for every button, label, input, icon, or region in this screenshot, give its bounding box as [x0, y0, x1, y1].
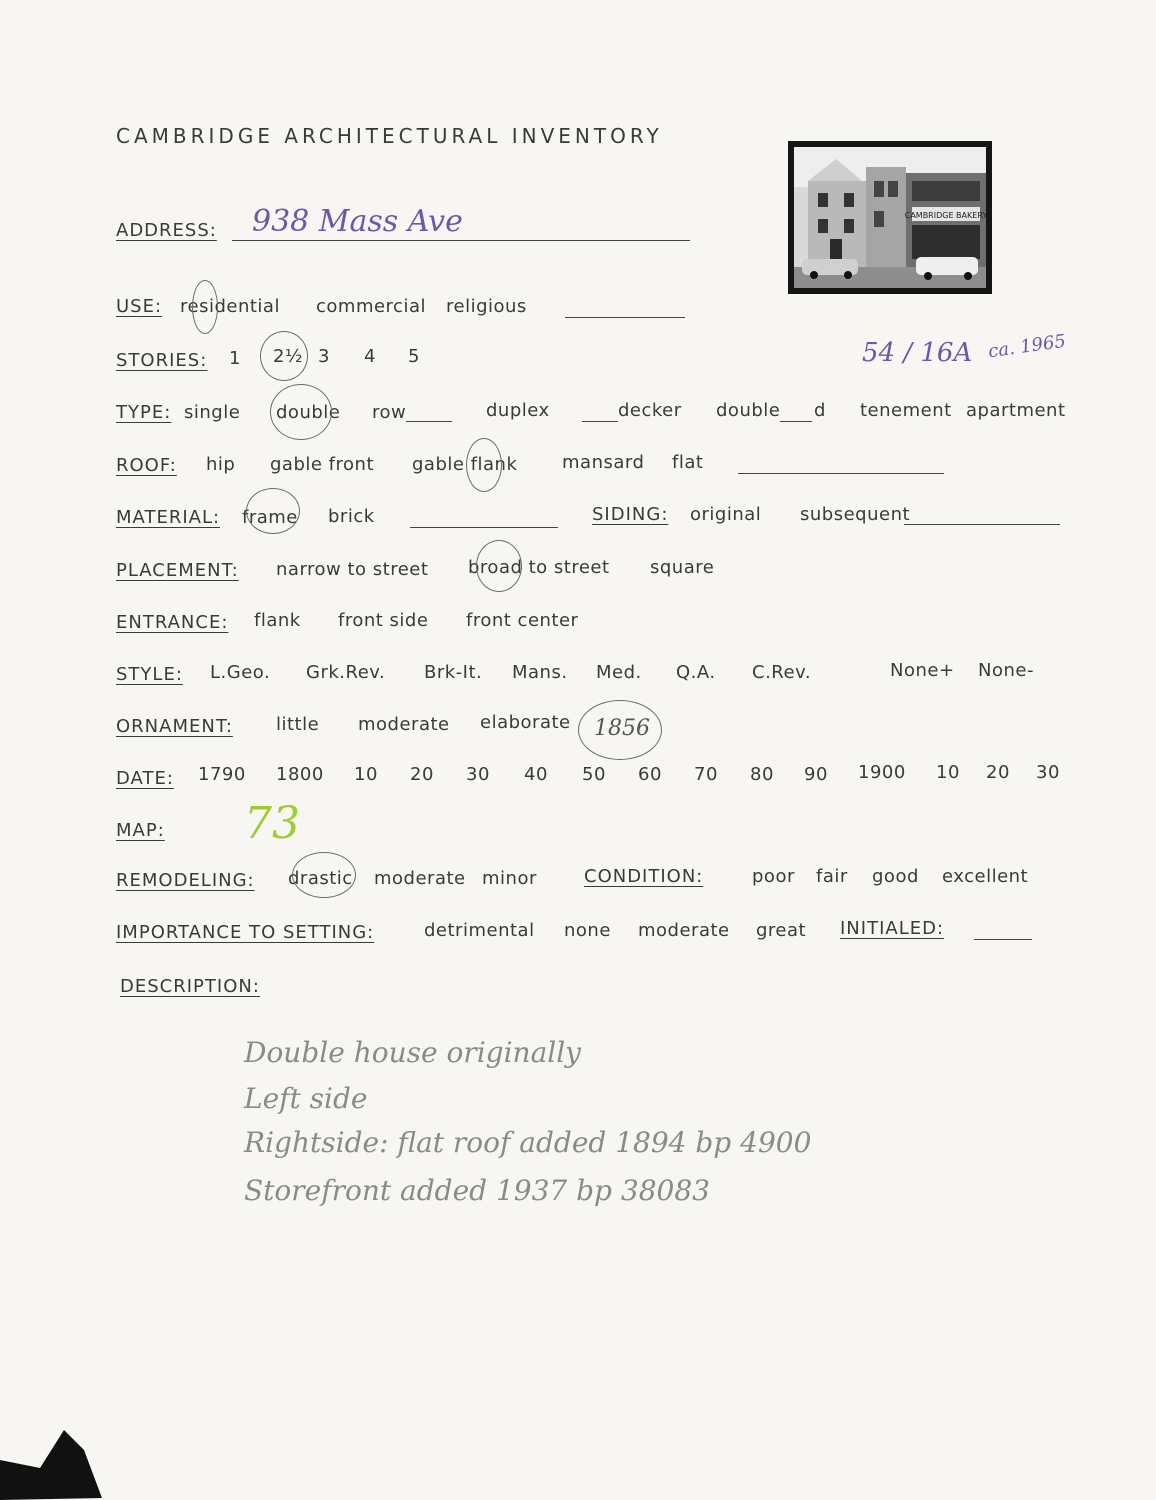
map-value: 73 — [244, 798, 300, 849]
material-label: MATERIAL: — [116, 507, 221, 528]
importance-option-detrimental: detrimental — [424, 920, 535, 941]
style-option-lgeo: L.Geo. — [210, 662, 271, 683]
placement-option-square: square — [650, 557, 715, 578]
description-label: DESCRIPTION: — [120, 976, 260, 997]
style-option-none-minus: None- — [978, 660, 1034, 681]
form-title: CAMBRIDGE ARCHITECTURAL INVENTORY — [116, 124, 663, 148]
entrance-label: ENTRANCE: — [116, 612, 229, 633]
address-underline — [232, 240, 690, 241]
style-option-mans: Mans. — [512, 662, 568, 683]
type-decker-line — [582, 421, 618, 422]
condition-label: CONDITION: — [584, 866, 704, 887]
date-option-1900: 1900 — [858, 762, 906, 783]
placement-option-narrow: narrow to street — [276, 559, 429, 580]
date-option-50: 50 — [582, 764, 606, 785]
date-option-1910: 10 — [936, 762, 960, 783]
address-label: ADDRESS: — [116, 220, 217, 241]
condition-option-good: good — [872, 866, 919, 887]
date-option-20: 20 — [410, 764, 434, 785]
material-option-brick: brick — [328, 506, 375, 527]
style-label: STYLE: — [116, 664, 183, 685]
date-option-80: 80 — [750, 764, 774, 785]
stories-option-2-half: 2½ — [273, 346, 303, 367]
date-annotation: 1856 — [594, 716, 650, 741]
material-selection-circle — [246, 488, 300, 534]
roof-label: ROOF: — [116, 455, 177, 476]
use-selection-circle — [192, 280, 218, 334]
date-option-1790: 1790 — [198, 764, 246, 785]
date-label: DATE: — [116, 768, 174, 789]
entrance-option-flank: flank — [254, 610, 301, 631]
ornament-option-moderate: moderate — [358, 714, 450, 735]
style-option-med: Med. — [596, 662, 642, 683]
initialed-label: INITIALED: — [840, 918, 945, 939]
stories-selection-circle — [260, 331, 308, 381]
date-option-10: 10 — [354, 764, 378, 785]
type-option-row: row — [372, 402, 407, 423]
type-double-line — [780, 421, 812, 422]
remodeling-option-drastic: drastic — [288, 868, 353, 889]
building-photo — [788, 141, 992, 294]
placement-option-broad: broad to street — [468, 557, 610, 578]
reference-number: 54 / 16A — [862, 338, 973, 368]
torn-corner — [0, 1420, 130, 1500]
entrance-option-front-side: front side — [338, 610, 429, 631]
use-option-commercial: commercial — [316, 296, 426, 317]
type-option-apartment: apartment — [966, 400, 1066, 421]
type-row-line — [406, 421, 452, 422]
style-option-grkrev: Grk.Rev. — [306, 662, 386, 683]
map-label: MAP: — [116, 820, 165, 841]
style-option-brkit: Brk-It. — [424, 662, 483, 683]
stories-label: STORIES: — [116, 350, 208, 371]
roof-option-flat: flat — [672, 452, 704, 473]
material-other-line — [410, 527, 558, 528]
type-option-double: double — [276, 402, 341, 423]
siding-other-line — [904, 524, 1060, 525]
type-option-tenement: tenement — [860, 400, 952, 421]
stories-option-5: 5 — [408, 346, 420, 367]
stories-option-3: 3 — [318, 346, 330, 367]
photo-date: ca. 1965 — [986, 330, 1068, 363]
importance-option-none: none — [564, 920, 611, 941]
ornament-label: ORNAMENT: — [116, 716, 233, 737]
remodeling-option-minor: minor — [482, 868, 537, 889]
siding-option-subsequent: subsequent — [800, 504, 911, 525]
date-option-90: 90 — [804, 764, 828, 785]
style-option-qa: Q.A. — [676, 662, 716, 683]
roof-other-line — [738, 473, 944, 474]
condition-option-excellent: excellent — [942, 866, 1029, 887]
importance-label: IMPORTANCE TO SETTING: — [116, 922, 375, 943]
date-option-40: 40 — [524, 764, 548, 785]
material-option-frame: frame — [242, 507, 298, 528]
roof-option-gable-front: gable front — [270, 454, 374, 475]
date-option-1930: 30 — [1036, 762, 1060, 783]
style-option-none-plus: None+ — [890, 660, 955, 681]
description-line-2: Left side — [244, 1082, 368, 1115]
roof-option-hip: hip — [206, 454, 236, 475]
date-option-70: 70 — [694, 764, 718, 785]
type-option-decker: decker — [618, 400, 682, 421]
placement-selection-circle — [476, 540, 522, 592]
remodeling-selection-circle — [292, 852, 356, 898]
type-option-double-decker: double — [716, 400, 781, 421]
type-option-single: single — [184, 402, 241, 423]
condition-option-fair: fair — [816, 866, 848, 887]
ornament-option-elaborate: elaborate — [480, 712, 571, 733]
condition-option-poor: poor — [752, 866, 795, 887]
type-selection-circle — [270, 384, 332, 440]
placement-label: PLACEMENT: — [116, 560, 239, 581]
type-option-d: d — [814, 400, 826, 421]
use-label: USE: — [116, 296, 163, 317]
initialed-line — [974, 939, 1032, 940]
importance-option-great: great — [756, 920, 807, 941]
address-value: 938 Mass Ave — [252, 204, 463, 239]
remodeling-option-moderate: moderate — [374, 868, 466, 889]
use-option-religious: religious — [446, 296, 527, 317]
date-option-60: 60 — [638, 764, 662, 785]
date-option-30: 30 — [466, 764, 490, 785]
date-option-1800: 1800 — [276, 764, 324, 785]
importance-option-moderate: moderate — [638, 920, 730, 941]
description-line-1: Double house originally — [244, 1036, 581, 1069]
description-line-3: Rightside: flat roof added 1894 bp 4900 — [244, 1126, 812, 1159]
siding-option-original: original — [690, 504, 762, 525]
use-other-line — [565, 317, 685, 318]
roof-option-mansard: mansard — [562, 452, 645, 473]
siding-label: SIDING: — [592, 504, 669, 525]
stories-option-1: 1 — [229, 348, 241, 369]
use-option-residential: residential — [180, 296, 280, 317]
stories-option-4: 4 — [364, 346, 376, 367]
entrance-option-front-center: front center — [466, 610, 579, 631]
type-option-duplex: duplex — [486, 400, 550, 421]
remodeling-label: REMODELING: — [116, 870, 255, 891]
description-line-4: Storefront added 1937 bp 38083 — [244, 1174, 710, 1207]
ornament-option-little: little — [276, 714, 320, 735]
type-label: TYPE: — [116, 402, 172, 423]
style-option-crev: C.Rev. — [752, 662, 812, 683]
roof-option-gable-flank: gable flank — [412, 454, 518, 475]
roof-selection-circle — [466, 438, 502, 492]
photo-image — [788, 141, 992, 294]
date-option-1920: 20 — [986, 762, 1010, 783]
store-sign: CAMBRIDGE BAKERY — [904, 211, 988, 220]
